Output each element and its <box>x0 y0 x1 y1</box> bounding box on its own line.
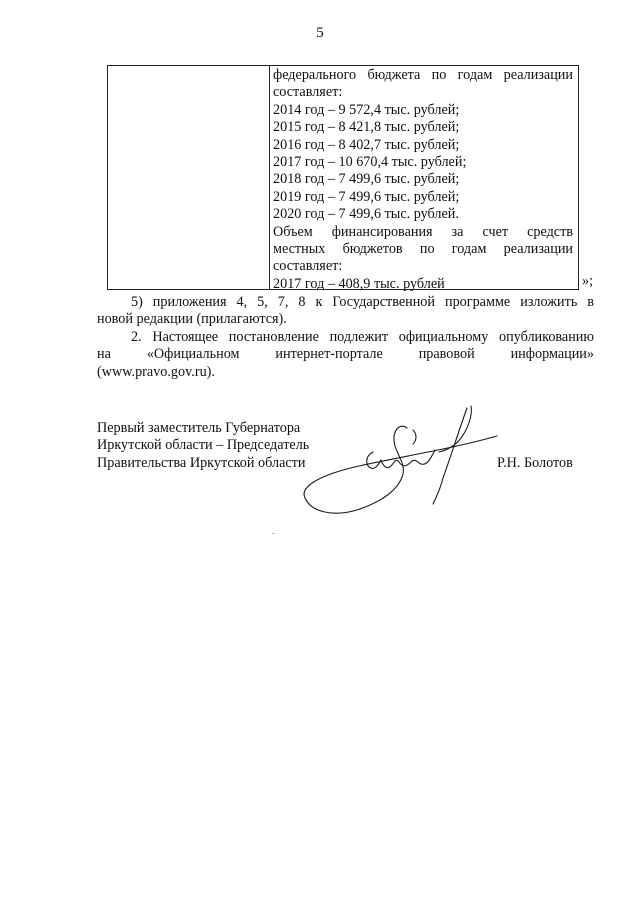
table-line: 2017 год – 10 670,4 тыс. рублей; <box>273 154 467 171</box>
item-2-paragraph <box>97 329 594 381</box>
scan-artifact <box>272 533 275 534</box>
table-column-divider <box>269 66 270 289</box>
funding-cell <box>273 67 573 293</box>
paragraph-line: новой редакции (прилагаются). <box>97 311 287 328</box>
table-line: 2020 год – 7 499,6 тыс. рублей. <box>273 206 459 223</box>
page-number: 5 <box>316 25 324 41</box>
table-line: составляет: <box>273 258 343 275</box>
table-line: 2016 год – 8 402,7 тыс. рублей; <box>273 136 460 153</box>
position-line: Иркутской области – Председатель <box>97 437 310 454</box>
table-line: 2014 год – 9 572,4 тыс. рублей; <box>273 101 460 118</box>
position-line: Правительства Иркутской области <box>97 454 306 471</box>
table-line: Объем финансирования за счет средств <box>273 223 573 240</box>
closing-quote: »; <box>582 273 594 289</box>
paragraph-line: на «Официальном интернет-портале правовой информации» <box>97 346 594 363</box>
signer-name: Р.Н. Болотов <box>497 455 573 471</box>
table-line: составляет: <box>273 84 343 101</box>
funding-table <box>107 65 579 290</box>
paragraph-line: (www.pravo.gov.ru). <box>97 363 215 380</box>
signatory-position <box>97 420 309 472</box>
table-line: 2019 год – 7 499,6 тыс. рублей; <box>273 188 460 205</box>
item-5-paragraph <box>97 294 594 329</box>
paragraph-line: 5) приложения 4, 5, 7, 8 к Государственной программе изложить в <box>131 294 594 310</box>
position-line: Первый заместитель Губернатора <box>97 420 301 436</box>
table-line: 2017 год – 408,9 тыс. рублей <box>273 275 445 292</box>
table-line: местных бюджетов по годам реализации <box>273 241 573 258</box>
table-line: федерального бюджета по годам реализации <box>273 67 573 83</box>
table-line: 2018 год – 7 499,6 тыс. рублей; <box>273 171 460 188</box>
handwritten-signature <box>295 400 505 525</box>
paragraph-line: 2. Настоящее постановление подлежит официальному опубликованию <box>131 329 594 345</box>
table-line: 2015 год – 8 421,8 тыс. рублей; <box>273 119 460 136</box>
